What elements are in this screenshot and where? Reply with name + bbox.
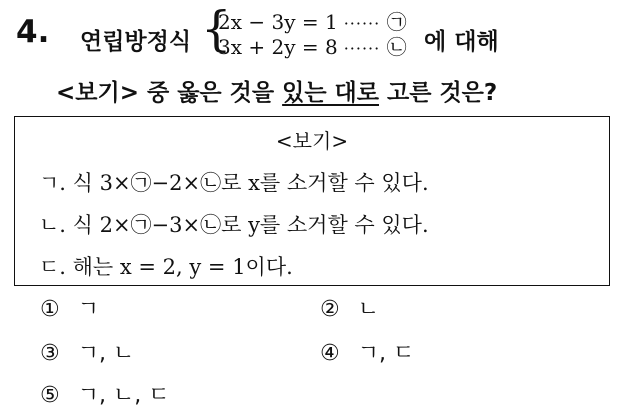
question-number: 4.	[16, 14, 50, 50]
choice-4[interactable]	[320, 336, 414, 367]
equation-1-mark: ㉠	[386, 10, 407, 34]
choice-5-text: ㄱ, ㄴ, ㄷ	[77, 383, 170, 408]
choice-3-number: ③	[40, 341, 60, 366]
choice-1-text: ㄱ	[77, 297, 99, 322]
bogi-box	[14, 116, 610, 286]
bogi-item-nieun: ㄴ. 식 2×㉠−3×㉡로 y를 소거할 수 있다.	[39, 213, 429, 237]
question-stem-lead: 연립방정식	[80, 29, 192, 55]
equation-1-text: 2x − 3y = 1	[218, 10, 338, 34]
equation-2	[218, 31, 407, 60]
equation-2-text: 3x + 2y = 8	[218, 35, 338, 59]
choice-3-text: ㄱ, ㄴ	[77, 341, 135, 366]
prompt-suffix: 고른 것은?	[379, 80, 498, 106]
choice-4-number: ④	[320, 341, 340, 366]
choice-2-text: ㄴ	[357, 297, 379, 322]
choice-2-number: ②	[320, 297, 340, 322]
choice-1[interactable]	[40, 292, 99, 323]
choice-4-text: ㄱ, ㄷ	[357, 341, 415, 366]
choice-2[interactable]	[320, 292, 379, 323]
bogi-title: <보기>	[275, 129, 349, 153]
choice-5-number: ⑤	[40, 383, 60, 408]
choice-5[interactable]	[40, 378, 169, 409]
question-prompt	[56, 74, 497, 107]
system-brace: {	[201, 1, 232, 57]
choice-1-number: ①	[40, 297, 60, 322]
choice-3[interactable]	[40, 336, 134, 367]
bogi-item-giyeok: ㄱ. 식 3×㉠−2×㉡로 x를 소거할 수 있다.	[39, 171, 429, 195]
prompt-prefix: <보기> 중 옳은 것을	[56, 80, 283, 106]
question-stem-tail: 에 대해	[424, 29, 499, 55]
equation-2-mark: ㉡	[386, 35, 407, 59]
bogi-item-digeut: ㄷ. 해는 x = 2, y = 1이다.	[39, 255, 293, 279]
equation-2-dots: ······	[343, 39, 381, 58]
equation-1-dots: ······	[343, 14, 381, 33]
prompt-underlined: 있는 대로	[282, 80, 379, 106]
